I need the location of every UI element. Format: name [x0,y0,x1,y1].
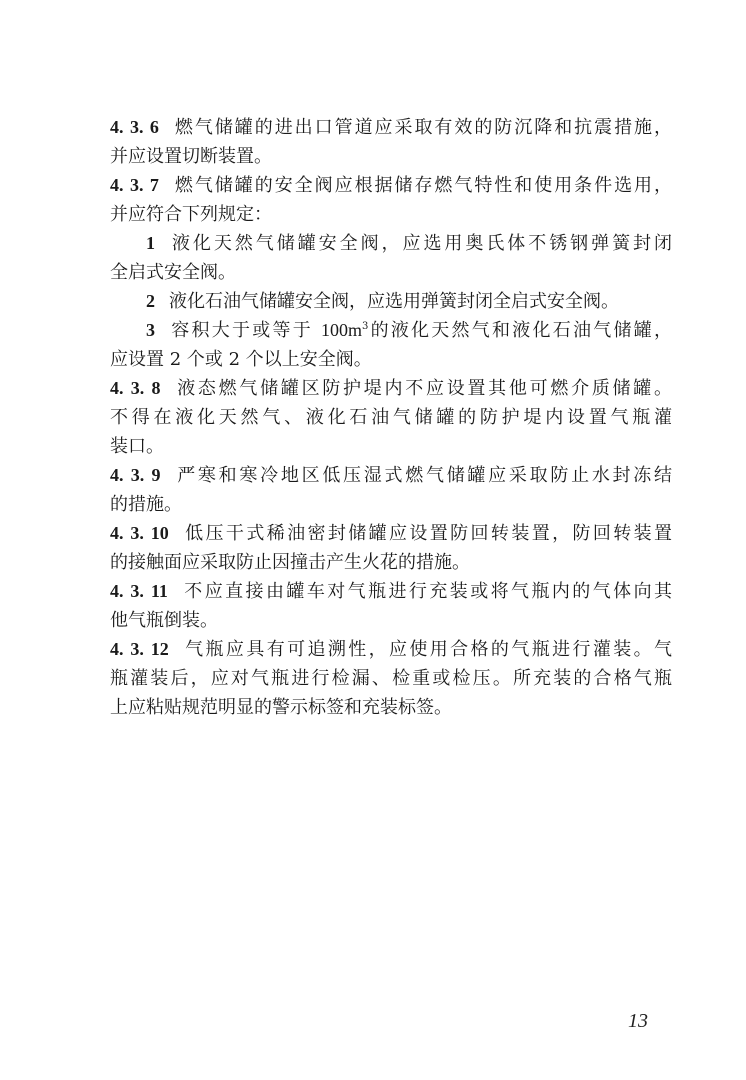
clause-4-3-10-line-1: 4. 3. 10 低压干式稀油密封储罐应设置防回转装置，防回转装置 [110,523,673,544]
clause-4-3-7-line-1: 4. 3. 7 燃气储罐的安全阀应根据储存燃气特性和使用条件选用， [110,175,673,196]
clause-4-3-9-line-2: 的措施。 [110,494,182,515]
item-3-line-2: 应设置 2 个或 2 个以上安全阀。 [110,349,372,370]
clause-4-3-10-line-2: 的接触面应采取防止因撞击产生火花的措施。 [110,552,470,573]
clause-4-3-12-line-3: 上应粘贴规范明显的警示标签和充装标签。 [110,697,452,718]
item-2-line-1: 2 液化石油气储罐安全阀，应选用弹簧封闭全启式安全阀。 [146,291,619,312]
clause-number: 4. 3. 10 [110,523,169,543]
superscript: 3 [361,321,369,332]
clause-number: 4. 3. 12 [110,639,169,659]
clause-4-3-6-line-2: 并应设置切断装置。 [110,146,272,167]
clause-4-3-8-line-2: 不得在液化天然气、液化石油气储罐的防护堤内设置气瓶灌 [110,407,672,428]
clause-4-3-8-line-3: 装口。 [110,436,164,457]
clause-4-3-7-line-2: 并应符合下列规定： [110,204,272,225]
clause-4-3-12-line-1: 4. 3. 12 气瓶应具有可追溯性，应使用合格的气瓶进行灌装。气 [110,639,673,660]
document-body [110,113,672,722]
clause-number: 4. 3. 11 [110,581,168,601]
item-1-line-2: 全启式安全阀。 [110,262,236,283]
clause-4-3-8-line-1: 4. 3. 8 液态燃气储罐区防护堤内不应设置其他可燃介质储罐。 [110,378,673,399]
clause-4-3-11-line-2: 他气瓶倒装。 [110,610,218,631]
clause-number: 4. 3. 6 [110,117,159,137]
item-number: 2 [146,291,155,311]
page-number: 13 [628,1010,648,1032]
clause-number: 4. 3. 8 [110,378,161,398]
item-number: 3 [146,320,155,340]
item-number: 1 [146,233,155,253]
volume-quantity: 100m [320,320,362,340]
clause-4-3-9-line-1: 4. 3. 9 严寒和寒冷地区低压湿式燃气储罐应采取防止水封冻结 [110,465,673,486]
clause-4-3-12-line-2: 瓶灌装后，应对气瓶进行检漏、检重或检压。所充装的合格气瓶 [110,668,672,689]
clause-number: 4. 3. 9 [110,465,161,485]
clause-number: 4. 3. 7 [110,175,159,195]
clause-4-3-6-line-1: 4. 3. 6 燃气储罐的进出口管道应采取有效的防沉降和抗震措施， [110,117,673,138]
clause-4-3-11-line-1: 4. 3. 11 不应直接由罐车对气瓶进行充装或将气瓶内的气体向其 [110,581,672,602]
item-1-line-1: 1 液化天然气储罐安全阀，应选用奥氏体不锈钢弹簧封闭 [146,233,672,254]
item-3-line-1: 3 容积大于或等于 $100m^3$的液化天然气和液化石油气储罐， [146,320,672,341]
